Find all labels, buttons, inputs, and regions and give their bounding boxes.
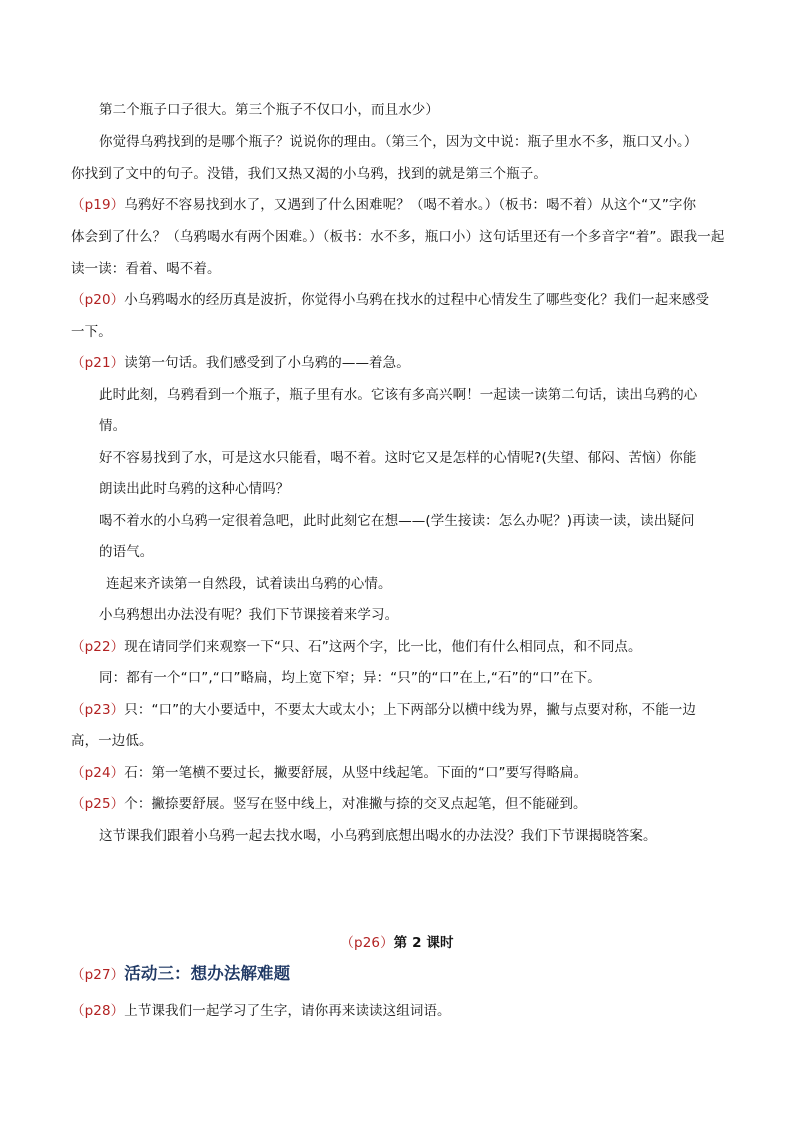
text: 小乌鸦喝水的经历真是波折，你觉得小乌鸦在找水的过程中心情发生了哪些变化？我们一起来感受 [124, 292, 710, 308]
text: 的语气。 [99, 544, 154, 560]
paragraph-line [99, 606, 398, 624]
paragraph-line [71, 260, 221, 278]
paragraph-line [99, 386, 697, 404]
paragraph-line [99, 101, 439, 119]
page-tag: （p27） [71, 967, 125, 983]
text: 读第一句话。我们感受到了小乌鸦的——着急。 [124, 355, 410, 371]
page-tag: （p22） [71, 639, 125, 655]
paragraph-p24 [71, 764, 587, 782]
text: 体会到了什么？（乌鸦喝水有两个困难。）（板书：水不多，瓶口小）这句话里还有一个多音字“着”。跟我一起 [71, 229, 725, 245]
text: 上节课我们一起学习了生字，请你再来读读这组词语。 [124, 1003, 451, 1019]
text: 小乌鸦想出办法没有呢？我们下节课接着来学习。 [99, 607, 399, 623]
paragraph-p28 [71, 1002, 451, 1020]
paragraph-p25 [71, 795, 587, 813]
page-tag: （p19） [71, 197, 125, 213]
text: 同：都有一个“口”,“口”略扁，均上宽下窄；异：“只”的“口”在上,“石”的“口”在下。 [99, 670, 601, 686]
text: 连起来齐读第一自然段，试着读出乌鸦的心情。 [106, 576, 392, 592]
text: 第二个瓶子口子很大。第三个瓶子不仅口小，而且水少） [99, 102, 439, 118]
text: 你找到了文中的句子。没错，我们又热又渴的小乌鸦，找到的就是第三个瓶子。 [71, 166, 547, 182]
paragraph-line [99, 512, 695, 530]
text: 现在请同学们来观察一下“只、石”这两个字，比一比，他们有什么相同点，和不同点。 [124, 639, 642, 655]
paragraph-line [71, 732, 153, 750]
paragraph-p20 [71, 291, 709, 309]
paragraph-p19 [71, 196, 696, 214]
paragraph-line [99, 133, 698, 151]
paragraph-line [99, 827, 657, 845]
section-title [0, 934, 794, 952]
text: 你觉得乌鸦找到的是哪个瓶子？说说你的理由。（第三个，因为文中说：瓶子里水不多，瓶口又小。） [99, 134, 698, 150]
text: 只：“口”的大小要适中，不要太大或太小；上下两部分以横中线为界，撇与点要对称，不能一边 [124, 702, 697, 718]
paragraph-line [99, 449, 696, 467]
page-tag: （p23） [71, 702, 125, 718]
paragraph-line [71, 323, 112, 341]
paragraph-line [99, 480, 289, 498]
page-tag: （p25） [71, 796, 125, 812]
paragraph-p22 [71, 638, 642, 656]
page-tag: （p24） [71, 765, 125, 781]
text: 此时此刻，乌鸦看到一个瓶子，瓶子里有水。它该有多高兴啊！一起读一读第二句话，读出乌鸦的心 [99, 387, 698, 403]
text: 读一读：看着、喝不着。 [71, 261, 221, 277]
activity-title: 活动三：想办法解难题 [124, 964, 291, 983]
text: 喝不着水的小乌鸦一定很着急吧，此时此刻它在想——(学生接读：怎么办呢？)再读一读，读出疑问 [99, 513, 695, 529]
lesson-title: 第 2 课时 [393, 935, 454, 951]
page-tag: （p21） [71, 355, 125, 371]
paragraph-line [71, 228, 725, 246]
paragraph-p21 [71, 354, 410, 372]
page-tag: （p20） [71, 292, 125, 308]
page-tag: （p28） [71, 1003, 125, 1019]
paragraph-p23 [71, 701, 696, 719]
text: 个：撇捺要舒展。竖写在竖中线上，对准撇与捺的交叉点起笔，但不能碰到。 [124, 796, 587, 812]
text: 好不容易找到了水，可是这水只能看，喝不着。这时它又是怎样的心情呢?(失望、郁闷、苦恼）你能 [99, 450, 697, 466]
paragraph-line [99, 417, 126, 435]
text: 这节课我们跟着小乌鸦一起去找水喝，小乌鸦到底想出喝水的办法没？我们下节课揭晓答案。 [99, 828, 657, 844]
text: 乌鸦好不容易找到水了，又遇到了什么困难呢？（喝不着水。）（板书：喝不着）从这个“又”字你 [124, 197, 697, 213]
text: 石：第一笔横不要过长，撇要舒展，从竖中线起笔。下面的“口”要写得略扁。 [124, 765, 588, 781]
page-tag: （p26） [340, 935, 394, 951]
text: 情。 [99, 418, 127, 434]
activity-heading [71, 965, 290, 984]
paragraph-line [99, 543, 153, 561]
paragraph-line [99, 669, 601, 687]
text: 高，一边低。 [71, 733, 153, 749]
paragraph-line [106, 575, 392, 593]
text: 朗读出此时乌鸦的这种心情吗？ [99, 481, 290, 497]
text: 一下。 [71, 324, 112, 340]
paragraph-line [71, 165, 547, 183]
